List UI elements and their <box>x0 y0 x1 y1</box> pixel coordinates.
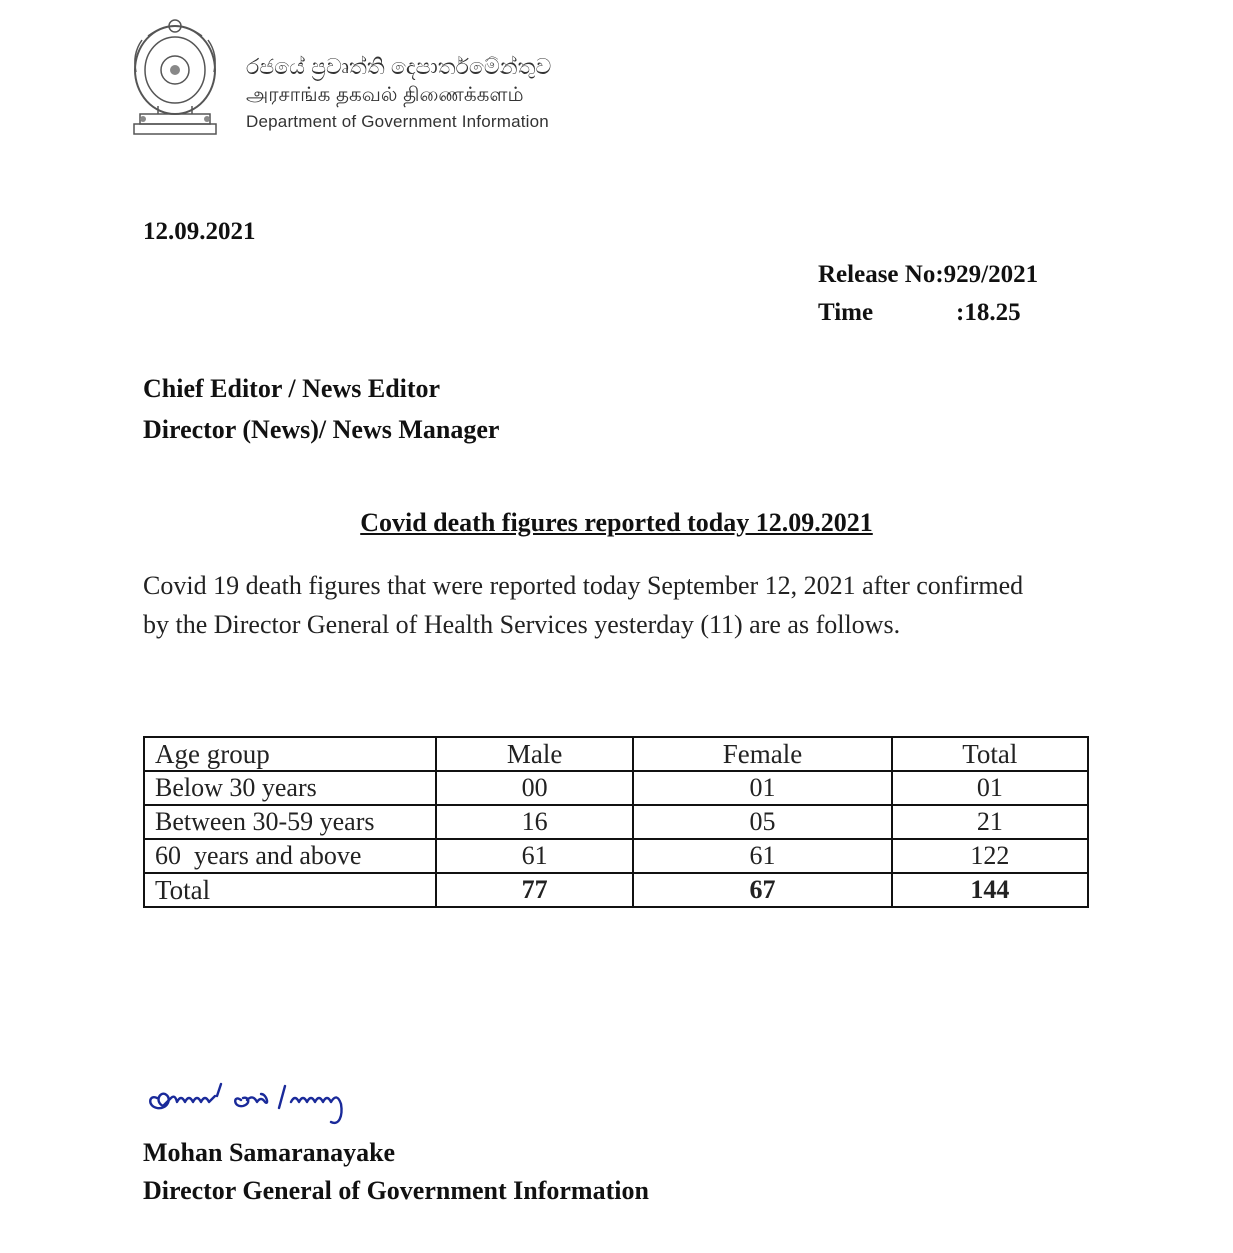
department-name-tamil: அரசாங்க தகவல் திணைக்களம் <box>246 84 524 106</box>
cell-age: 60 years and above <box>144 839 436 873</box>
document-title <box>0 508 1233 538</box>
handwritten-signature <box>143 1072 423 1132</box>
release-time: :18.25 <box>956 299 1021 326</box>
cell-male: 61 <box>436 839 633 873</box>
signatory <box>143 1134 649 1210</box>
table-row <box>144 805 1088 839</box>
release-number: 929/2021 <box>943 261 1039 288</box>
release-number-row <box>818 256 1038 294</box>
cell-age: Between 30-59 years <box>144 805 436 839</box>
cell-grand-total: 144 <box>892 873 1088 907</box>
department-name-english: Department of Government Information <box>246 112 549 131</box>
cell-total-label: Total <box>144 873 436 907</box>
header-female: Female <box>633 737 891 771</box>
signatory-title: Director General of Government Information <box>143 1176 649 1205</box>
death-figures-table <box>143 736 1089 908</box>
release-time-label: Time <box>818 299 874 326</box>
cell-male: 00 <box>436 771 633 805</box>
recipient-line-2: Director (News)/ News Manager <box>143 415 500 444</box>
cell-age: Below 30 years <box>144 771 436 805</box>
table-row <box>144 771 1088 805</box>
recipient-line-1: Chief Editor / News Editor <box>143 374 441 403</box>
cell-male: 16 <box>436 805 633 839</box>
document-date: 12.09.2021 <box>143 218 256 245</box>
release-number-label: Release No: <box>818 261 944 288</box>
government-emblem-logo <box>128 14 222 138</box>
signatory-name: Mohan Samaranayake <box>143 1138 396 1167</box>
body-paragraph: Covid 19 death figures that were reported today September 12, 2021 after confirmed by the Director General of Health Services yesterday (11) are as follows. <box>143 571 1024 639</box>
header-total: Total <box>892 737 1088 771</box>
table-row <box>144 839 1088 873</box>
header-age-group: Age group <box>144 737 436 771</box>
cell-total: 01 <box>892 771 1088 805</box>
cell-total: 21 <box>892 805 1088 839</box>
table-header-row <box>144 737 1088 771</box>
cell-female: 05 <box>633 805 891 839</box>
document-title-text: Covid death figures reported today 12.09.2021 <box>360 508 873 537</box>
release-info <box>818 256 1038 332</box>
cell-total-male: 77 <box>436 873 633 907</box>
release-time-row <box>818 294 1038 332</box>
department-name-sinhala: රජයේ ප්‍රවෘත්ති දෙපාර්තමේන්තුව <box>246 54 552 79</box>
cell-female: 01 <box>633 771 891 805</box>
recipients <box>143 368 499 450</box>
cell-total: 122 <box>892 839 1088 873</box>
table-total-row <box>144 873 1088 907</box>
cell-total-female: 67 <box>633 873 891 907</box>
header-male: Male <box>436 737 633 771</box>
cell-female: 61 <box>633 839 891 873</box>
